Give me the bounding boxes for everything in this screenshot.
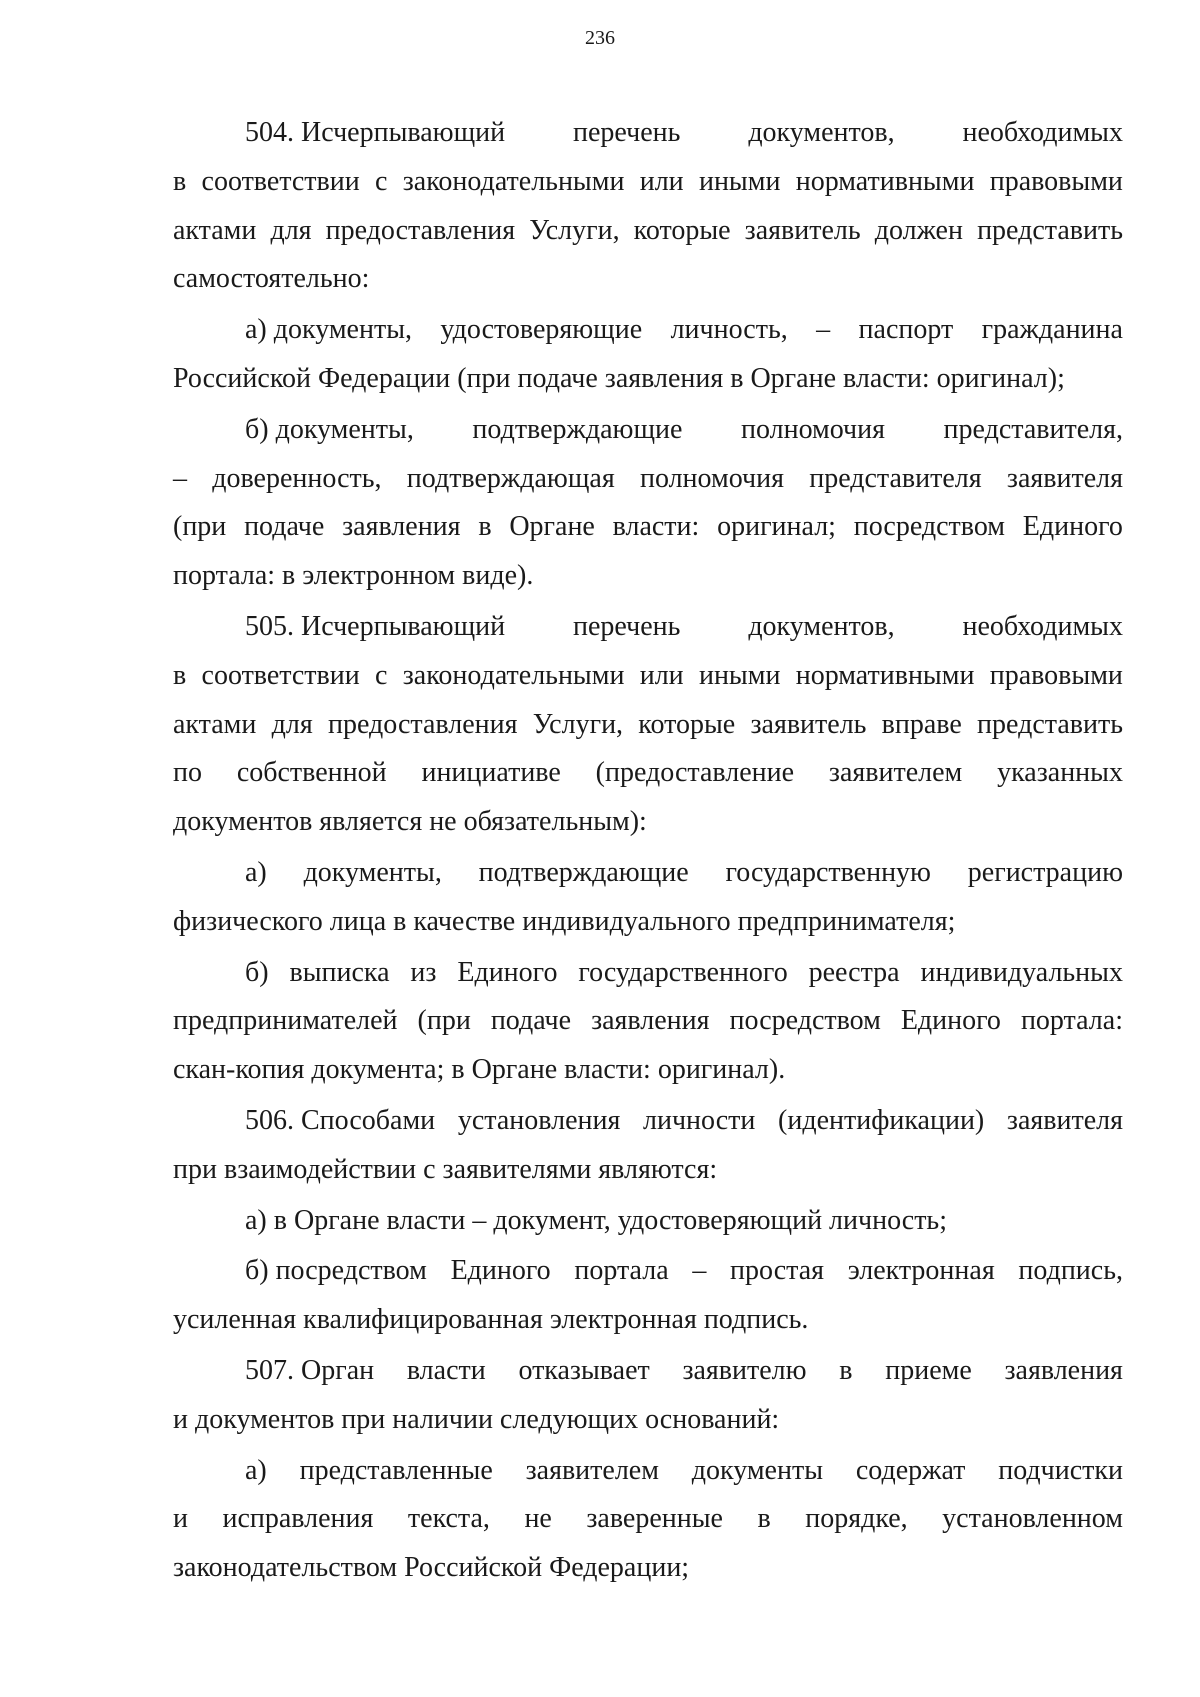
text-word: порядке, — [805, 1503, 908, 1535]
text-word: документов, — [748, 117, 895, 148]
text-word: перечень — [573, 610, 681, 642]
text-word: представителя — [809, 462, 982, 494]
text-word: подтверждающая — [406, 462, 615, 494]
text-word: б) — [245, 956, 269, 988]
text-line — [173, 1296, 1123, 1345]
text-word: гражданина — [981, 314, 1123, 346]
text-word: полномочия — [639, 462, 784, 494]
text-word: для — [271, 708, 313, 740]
text-word: 504. Исчерпывающий — [245, 117, 506, 148]
text-line — [173, 849, 1123, 898]
text-word: законодательными — [402, 659, 625, 691]
text-word: портала — [574, 1255, 669, 1287]
text-word: в — [173, 165, 187, 197]
text-word: должен — [874, 214, 963, 246]
text-word: б) документы, — [245, 413, 414, 445]
text-line — [173, 1396, 1123, 1445]
text-word: Услуги, — [532, 708, 624, 740]
text-word: подаче — [244, 511, 325, 543]
text-word: заявителя — [1006, 462, 1123, 494]
text-word: правовыми — [989, 659, 1123, 691]
text-line — [173, 1544, 1123, 1593]
text-word: доверенность, — [212, 462, 382, 494]
text-line — [173, 749, 1123, 798]
text-word: (при — [173, 511, 227, 543]
text-word: простая — [730, 1255, 825, 1287]
text-word: посредством — [853, 511, 1006, 543]
text-word: самостоятельно: — [173, 263, 370, 295]
text-word: заявления — [342, 511, 461, 543]
text-word: удостоверяющие — [440, 314, 643, 346]
text-line — [173, 503, 1123, 552]
text-line — [173, 255, 1123, 304]
text-word: а) — [245, 1454, 267, 1486]
text-word: в — [478, 511, 492, 543]
text-word: предоставления — [327, 708, 518, 740]
text-word: скан-копия документа; в Органе власти: оригинал). — [173, 1054, 786, 1086]
text-word: не — [524, 1503, 552, 1535]
text-word: заявления — [1004, 1354, 1123, 1386]
text-word: перечень — [573, 117, 681, 148]
text-word: подаче — [490, 1005, 572, 1037]
text-word: актами — [173, 214, 257, 246]
text-line — [173, 1247, 1123, 1296]
text-word: заявителя — [1006, 1104, 1123, 1136]
text-word: документы, — [303, 856, 442, 888]
text-line — [173, 552, 1123, 601]
text-word: 506. Способами — [245, 1104, 436, 1136]
text-word: приеме — [885, 1354, 972, 1386]
text-word: посредством — [729, 1005, 881, 1037]
text-word: и документов при наличии следующих оснований: — [173, 1403, 780, 1435]
text-word: реестра — [808, 956, 900, 988]
text-word: – — [173, 462, 187, 494]
text-line — [173, 701, 1123, 750]
text-word: личности — [643, 1104, 756, 1136]
text-line — [173, 1146, 1123, 1195]
text-word: установленном — [942, 1503, 1123, 1535]
text-word: заявитель — [744, 214, 861, 246]
text-line — [173, 652, 1123, 701]
text-word: заверенные — [586, 1503, 723, 1535]
text-word: 507. Орган — [245, 1354, 375, 1386]
text-word: – — [816, 314, 831, 346]
text-word: заявителю — [682, 1354, 807, 1386]
text-word: полномочия — [741, 413, 885, 445]
text-word: документов, — [748, 610, 895, 642]
text-word: власти — [406, 1354, 486, 1386]
text-word: необходимых — [962, 117, 1123, 148]
text-line — [173, 603, 1123, 652]
text-word: портала: — [1020, 1005, 1123, 1037]
text-word: Единого — [900, 1005, 1001, 1037]
text-word: (при — [417, 1005, 471, 1037]
text-word: актами — [173, 708, 257, 740]
text-word: заявителем — [525, 1454, 659, 1486]
text-word: Единого — [1022, 511, 1123, 543]
text-word: а) документы, — [245, 314, 413, 346]
text-word: а) — [245, 856, 267, 888]
text-word: в — [839, 1354, 853, 1386]
text-word: государственного — [578, 956, 788, 988]
text-word: представителя, — [943, 413, 1123, 445]
document-body — [173, 109, 1123, 1593]
text-line — [173, 355, 1123, 404]
text-word: физического лица в качестве индивидуального предпринимателя; — [173, 905, 956, 937]
text-word: Услуги, — [529, 214, 620, 246]
text-word: правовыми — [989, 165, 1123, 197]
text-word: собственной — [236, 757, 387, 789]
text-word: иными — [698, 659, 781, 691]
text-word: или — [639, 659, 684, 691]
text-line — [173, 1197, 1123, 1246]
text-word: Органе — [509, 511, 595, 543]
text-word: установления — [457, 1104, 621, 1136]
text-word: которые — [633, 214, 731, 246]
text-word: которые — [638, 708, 736, 740]
text-word: текста, — [407, 1503, 490, 1535]
text-word: Единого — [450, 1255, 551, 1287]
text-word: по — [173, 757, 202, 789]
text-word: паспорт — [858, 314, 954, 346]
text-word: и — [173, 1503, 188, 1535]
text-word: предпринимателей — [173, 1005, 398, 1037]
text-word: подтверждающие — [472, 413, 683, 445]
text-line — [173, 898, 1123, 947]
text-word: регистрацию — [967, 856, 1123, 888]
text-word: необходимых — [962, 610, 1123, 642]
text-word: с — [375, 165, 388, 197]
text-word: исправления — [222, 1503, 374, 1535]
text-word: законодательством Российской Федерации; — [173, 1552, 690, 1584]
text-word: документов является не обязательным): — [173, 806, 647, 838]
text-word: портала: в электронном виде). — [173, 560, 534, 592]
text-word: представить — [977, 214, 1123, 246]
text-word: а) в Органе власти – документ, удостоверяющий личность; — [245, 1204, 947, 1236]
text-word: содержат — [855, 1454, 966, 1486]
text-word: представленные — [299, 1454, 493, 1486]
text-line — [173, 949, 1123, 998]
text-line — [173, 1097, 1123, 1146]
text-word: представить — [977, 708, 1123, 740]
text-word: заявитель — [750, 708, 867, 740]
text-word: Единого — [457, 956, 558, 988]
text-word: или — [639, 165, 684, 197]
text-word: государственную — [725, 856, 931, 888]
text-word: нормативными — [795, 165, 975, 197]
text-word: законодательными — [402, 165, 625, 197]
text-line — [173, 997, 1123, 1046]
text-word: при взаимодействии с заявителями являются: — [173, 1153, 718, 1185]
text-word: Российской Федерации (при подаче заявления в Органе власти: оригинал); — [173, 362, 1065, 394]
text-word: индивидуальных — [920, 956, 1123, 988]
text-line — [173, 109, 1123, 158]
text-word: личность, — [670, 314, 788, 346]
text-word: инициативе — [421, 757, 561, 789]
text-line — [173, 1347, 1123, 1396]
text-line — [173, 207, 1123, 256]
text-line — [173, 306, 1123, 355]
text-word: из — [410, 956, 437, 988]
text-word: – — [692, 1255, 707, 1287]
text-line — [173, 406, 1123, 455]
text-word: подчистки — [998, 1454, 1123, 1486]
text-line — [173, 158, 1123, 207]
text-word: заявителем — [828, 757, 963, 789]
text-word: (предоставление — [595, 757, 795, 789]
text-word: для — [270, 214, 312, 246]
text-word: вправе — [881, 708, 962, 740]
page-number: 236 — [585, 27, 615, 49]
text-word: выписка — [289, 956, 390, 988]
text-word: предоставления — [325, 214, 516, 246]
text-word: 505. Исчерпывающий — [245, 610, 506, 642]
text-word: власти: — [612, 511, 700, 543]
text-word: электронная — [847, 1255, 995, 1287]
text-word: соответствии — [201, 165, 360, 197]
text-word: б) посредством — [245, 1255, 427, 1287]
text-word: соответствии — [201, 659, 360, 691]
text-word: (идентификации) — [778, 1104, 985, 1136]
text-word: подтверждающие — [478, 856, 689, 888]
text-line — [173, 1495, 1123, 1544]
text-word: усиленная квалифицированная электронная подпись. — [173, 1304, 809, 1336]
text-word: с — [375, 659, 388, 691]
text-word: оригинал; — [717, 511, 836, 543]
text-line — [173, 455, 1123, 504]
text-word: в — [757, 1503, 771, 1535]
text-word: заявления — [591, 1005, 710, 1037]
text-word: отказывает — [518, 1354, 650, 1386]
text-word: иными — [698, 165, 781, 197]
text-line — [173, 1046, 1123, 1095]
text-word: подпись, — [1018, 1255, 1123, 1287]
text-word: документы — [691, 1454, 824, 1486]
text-word: указанных — [997, 757, 1123, 789]
text-word: в — [173, 659, 187, 691]
text-line — [173, 1447, 1123, 1496]
text-word: нормативными — [795, 659, 975, 691]
text-line — [173, 798, 1123, 847]
